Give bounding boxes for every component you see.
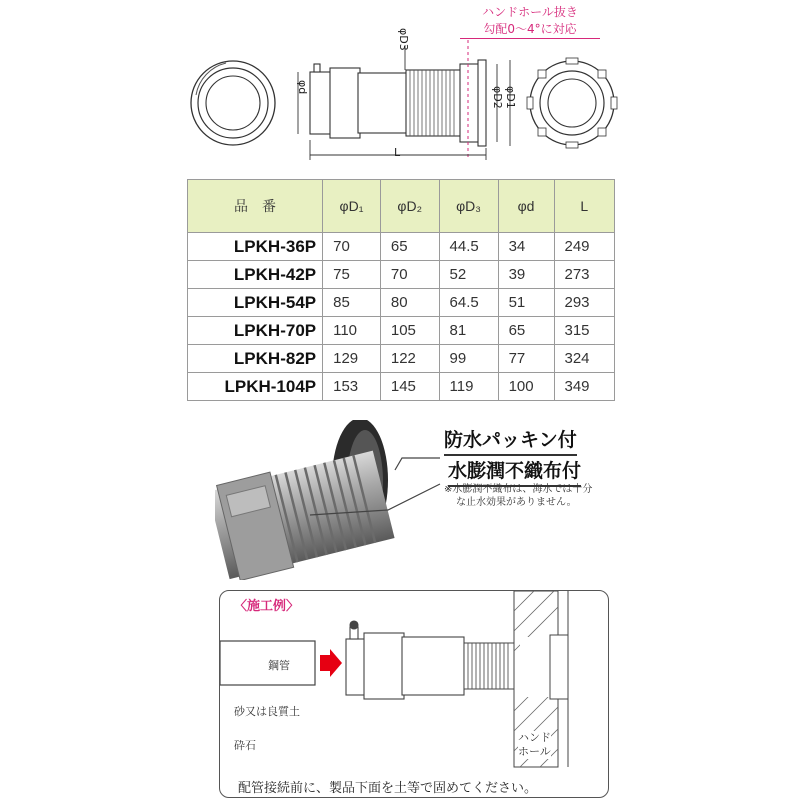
table-header-row <box>188 180 615 233</box>
header-D1: φD₁ <box>323 180 381 233</box>
table-row: LPKH-54P 85 80 64.5 51 293 <box>188 289 615 317</box>
seawater-note: ※水膨潤不織布は、海水では十分 な止水効果がありません。 <box>444 484 593 508</box>
installation-footer-note: 配管接続前に、製品下面を土等で固めてください。 <box>238 781 538 796</box>
header-model: 品 番 <box>188 180 323 233</box>
label-sand-soil: 砂又は良質土 <box>234 705 300 718</box>
header-D2: φD₂ <box>380 180 439 233</box>
dim-d-label: φd <box>296 80 309 95</box>
construction-diagram <box>220 591 608 797</box>
construction-example-box <box>219 590 609 798</box>
table-row: LPKH-36P 70 65 44.5 34 249 <box>188 233 615 261</box>
label-handhole: ハンド ホール <box>518 731 551 758</box>
table-row: LPKH-42P 75 70 52 39 273 <box>188 261 615 289</box>
header-L: L <box>554 180 615 233</box>
header-d: φd <box>498 180 554 233</box>
label-gravel: 砕石 <box>234 739 256 752</box>
dim-D1-label: φD1 <box>504 86 517 109</box>
dim-D3-label: φD3 <box>397 28 410 51</box>
example-title: 〈施工例〉 <box>234 599 300 614</box>
dim-D2-label: φD2 <box>491 86 504 109</box>
insert-arrow-icon <box>320 649 342 677</box>
left-end-view <box>191 61 275 145</box>
handhole-gradient-note: ハンドホール抜き 勾配0〜4°に対応 <box>460 4 600 39</box>
label-steel-pipe: 鋼管 <box>268 659 290 672</box>
right-end-view <box>527 58 617 148</box>
header-D3: φD₃ <box>439 180 498 233</box>
table-row: LPKH-82P 129 122 99 77 324 <box>188 345 615 373</box>
dim-L-text: L <box>394 146 401 159</box>
table-row: LPKH-70P 110 105 81 65 315 <box>188 317 615 345</box>
table-row: LPKH-104P 153 145 119 100 349 <box>188 373 615 401</box>
side-view-pipe <box>310 60 486 146</box>
callout-swelling-fabric: 水膨潤不織布付 <box>448 456 581 487</box>
spec-table <box>187 179 615 401</box>
callout-waterproof-packing: 防水パッキン付 <box>444 425 577 456</box>
